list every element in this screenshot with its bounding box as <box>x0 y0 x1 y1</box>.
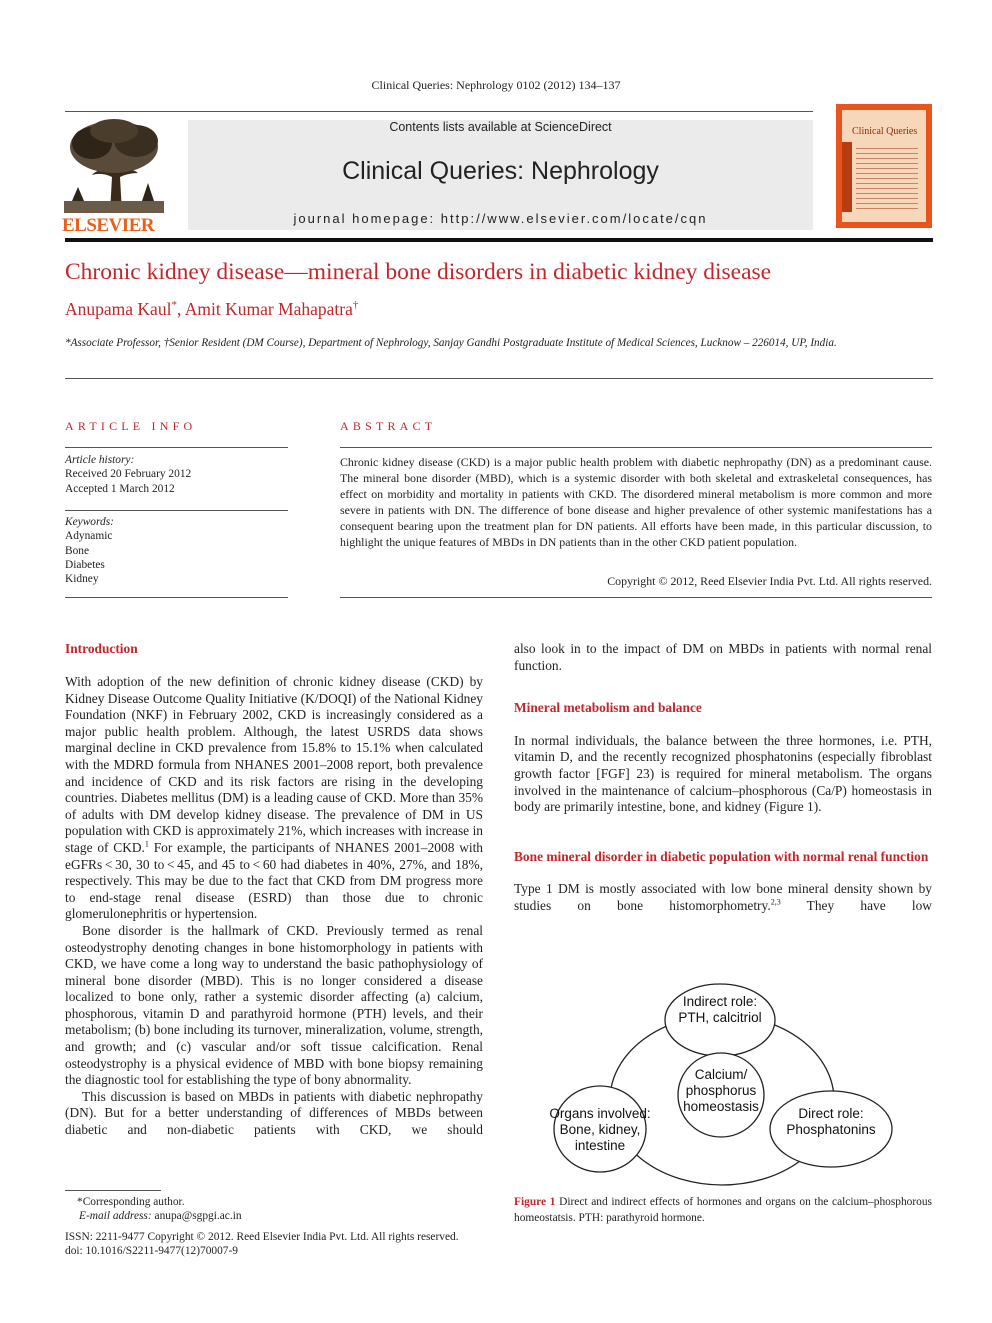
intro-paragraph-2: Bone disorder is the hallmark of CKD. Previously termed as renal osteodystrophy denoting changes in bone histomorphology in patients with CKD, we have come a long way to understand the basic pathophysiology of mineral bone disorder (MBD). This is no longer considered a disease localized to bone only, rather a systemic disorder affecting (a) calcium, phosphorous, vitamin D and parathyroid hormone (PTH) levels, and their metabolism; (b) bone including its turnover, mineralization, volume, strength, and growth; and (c) vascular and/or soft tissue calcification. Renal osteodystrophy is a physical evidence of MBD with bone biopsy remaining the diagnostic tool for establishing the type of bony abnormality. <box>65 922 483 1088</box>
figure-1-label[interactable]: Figure 1 <box>514 1196 556 1208</box>
article-title: Chronic kidney disease—mineral bone disorders in diabetic kidney disease <box>65 259 772 285</box>
author-2[interactable]: , Amit Kumar Mahapatra <box>176 299 353 319</box>
accepted-date: Accepted 1 March 2012 <box>65 482 175 495</box>
abstract-text: Chronic kidney disease (CKD) is a major public health problem with diabetic nephropathy (DN) as a predominant cause. The mineral bone disorder (MBD), which is a systemic disorder with both skeletal and extraskeletal consequences, has effect on morbidity and mortality in patients with CKD. The disordered mineral metabolism is more common and more severe in patients with DN. The difference of bone disease and higher prevalence of other systemic manifestations has a consequent bearing upon the treatment plan for DN patients. All efforts have been made, in this particular discussion, to highlight the unique features of MBDs in DN patients than in the other CKD patient population. <box>340 455 932 549</box>
header-thick-rule <box>65 238 933 242</box>
mineral-paragraph: In normal individuals, the balance between the three hormones, i.e. PTH, vitamin D, and the recently recognized phosphatonins (especially fibroblast growth factor [FGF] 23) is required for mineral metabolism. The organs involved in the maintenance of calcium–phosphorous (Ca/P) homeostasis in body are primarily intestine, bone, and kidney (Figure 1). <box>514 732 932 815</box>
left-column <box>65 674 483 1139</box>
left-node-label-2: Bone, kidney, <box>559 1122 641 1137</box>
left-node-label-1: Organs involved: <box>549 1106 651 1121</box>
journal-cover <box>836 104 932 228</box>
elsevier-tree-icon <box>62 117 166 213</box>
abstract-rule-1 <box>340 447 932 448</box>
journal-title: Clinical Queries: Nephrology <box>342 157 659 185</box>
mineral-heading: Mineral metabolism and balance <box>514 700 702 716</box>
article-info-rule-3 <box>65 597 288 598</box>
author-2-mark: † <box>352 299 359 312</box>
keyword[interactable]: Adynamic <box>65 530 113 543</box>
received-date: Received 20 February 2012 <box>65 468 192 481</box>
doi-line[interactable]: doi: 10.1016/S2211-9477(12)70007-9 <box>65 1244 238 1257</box>
top-node-label-1: Indirect role: <box>682 994 758 1009</box>
email-link[interactable]: anupa@sgpgi.ac.in <box>151 1210 242 1223</box>
footnote-rule <box>65 1190 161 1191</box>
bmd-paragraph: Type 1 DM is mostly associated with low bone mineral density shown by studies on bone histomorphometry.$^{2,3}$ They have low <box>514 881 932 913</box>
keyword[interactable]: Kidney <box>65 573 99 586</box>
article-info-rule-2 <box>65 510 288 511</box>
center-node-label-2: phosphorus <box>685 1083 757 1098</box>
right-node-label-1: Direct role: <box>798 1106 864 1121</box>
top-node-label-2: PTH, calcitriol <box>678 1010 762 1025</box>
issn-line: ISSN: 2211-9477 Copyright © 2012. Reed Elsevier India Pvt. Ltd. All rights reserved. <box>65 1230 459 1243</box>
bmd-heading: Bone mineral disorder in diabetic population with normal renal function <box>514 848 929 864</box>
cover-title: Clinical Queries <box>852 126 918 137</box>
cover-side-band <box>842 142 852 212</box>
contents-line: Contents lists available at ScienceDirect <box>389 120 612 134</box>
left-node-label-3: intestine <box>574 1138 626 1153</box>
figure-1-diagram <box>540 978 910 1188</box>
citation-line: Clinical Queries: Nephrology 0102 (2012) 134–137 <box>371 78 621 92</box>
article-info-heading: ARTICLE INFO <box>65 419 197 433</box>
article-history <box>65 453 288 496</box>
affiliation-rule <box>65 378 933 379</box>
intro-paragraph-3: This discussion is based on MBDs in patients with diabetic nephropathy (DN). But for a better understanding of differences of MBDs between diabetic and non-diabetic patients with CKD, we should <box>65 1088 483 1138</box>
intro-paragraph-1: With adoption of the new definition of chronic kidney disease (CKD) by Kidney Disease Outcome Quality Initiative (K/DOQI) of the National Kidney Foundation (NKF) in February 2002, CKD is increasingly considered as a major public health problem. Although, the latest USRDS data shows marginal decline in CKD prevalence from 15.8% to 15.1% when calculated with the MDRD formula from NHANES 2001–2008 report, both prevalence and incidence of CKD and its risk factors are rising in the developing countries. Diabetes mellitus (DM) is a leading cause of CKD. More than 35% of adults with DM develop kidney disease. The prevalence of DM in US population with CKD is approximately 21%, which increases with increase in stage of CKD.$^1$ For example, the participants of NHANES 2001–2008 with eGFRs < 30, 30 to < 45, and 45 to < 60 had diabetes in 40%, 27%, and 18%, respectively. This may be due to the fact that CKD from DM progress more to end-stage renal disease (ESRD) than those due to chronic glomerulonephritis or hypertension. <box>65 674 483 922</box>
citation-ref[interactable]: 1 <box>144 839 149 849</box>
center-node-label-3: homeostasis <box>683 1099 759 1114</box>
article-info-rule-1 <box>65 447 288 448</box>
author-1[interactable]: Anupama Kaul <box>65 299 172 319</box>
intro-paragraph-3-continued: also look in to the impact of DM on MBDs in patients with normal renal function. <box>514 641 932 673</box>
keyword[interactable]: Diabetes <box>65 558 105 571</box>
journal-header-box <box>188 120 813 230</box>
journal-homepage[interactable]: journal homepage: http://www.elsevier.com/locate/cqn <box>293 211 708 226</box>
email-line: E-mail address: anupa@sgpgi.ac.in <box>79 1210 242 1223</box>
keywords-block <box>65 515 288 586</box>
top-rule <box>65 111 813 112</box>
abstract-heading: ABSTRACT <box>340 419 437 433</box>
abstract-rule-2 <box>340 597 932 598</box>
right-node-label-2: Phosphatonins <box>786 1122 876 1137</box>
elsevier-wordmark: ELSEVIER <box>62 215 155 236</box>
corresponding-author: *Corresponding author. <box>77 1196 185 1208</box>
introduction-heading: Introduction <box>65 641 138 656</box>
history-label: Article history: <box>65 454 135 466</box>
keywords-label: Keywords: <box>65 516 114 528</box>
elsevier-logo <box>62 117 166 235</box>
authors <box>65 299 358 320</box>
abstract-copyright: Copyright © 2012, Reed Elsevier India Pvt. Ltd. All rights reserved. <box>607 574 932 588</box>
right-column <box>514 641 932 915</box>
affiliation: *Associate Professor, †Senior Resident (DM Course), Department of Nephrology, Sanjay Gandhi Postgraduate Institute of Medical Sciences, Lucknow – 226014, UP, India. <box>65 337 837 349</box>
keyword[interactable]: Bone <box>65 544 90 557</box>
footnote <box>65 1195 485 1258</box>
cover-lines <box>856 144 918 210</box>
center-node-label-1: Calcium/ <box>694 1067 748 1082</box>
author-1-mark: * <box>171 299 177 312</box>
figure-1-caption: Figure 1 Direct and indirect effects of hormones and organs on the calcium–phosphorous homeostatsis. PTH: parathyroid hormone. <box>514 1196 932 1224</box>
citation-ref[interactable]: 2,3 <box>770 897 781 907</box>
